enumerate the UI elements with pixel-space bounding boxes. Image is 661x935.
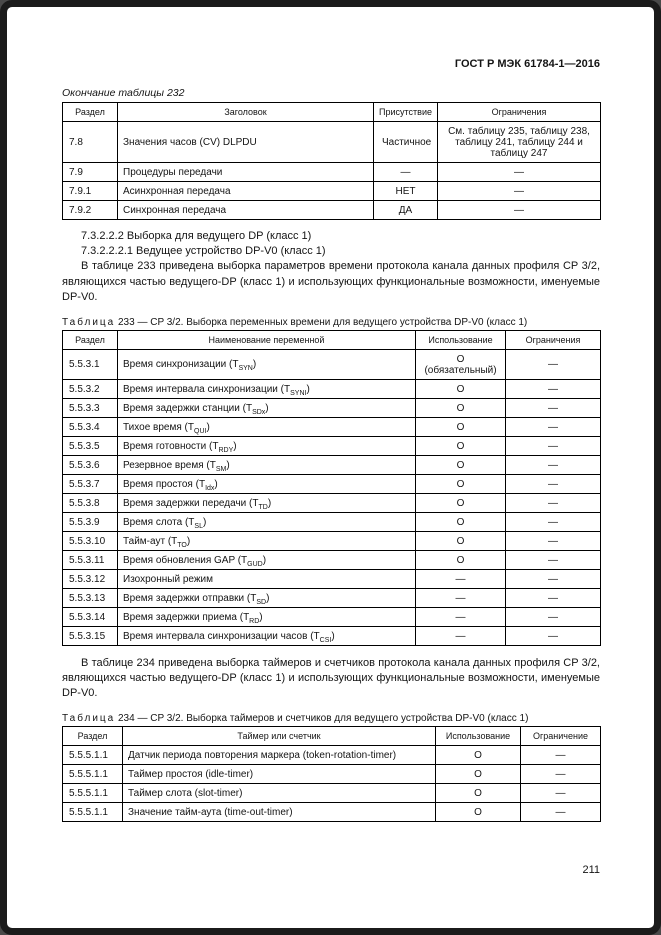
table-row [63, 493, 601, 512]
usage-cell: О (обязательный) [416, 349, 506, 379]
restrictions-cell: — [506, 474, 601, 493]
usage-cell: О [416, 493, 506, 512]
section-cell: 7.8 [63, 122, 118, 163]
section-cell: 5.5.3.14 [63, 607, 118, 626]
restrictions-cell: — [506, 607, 601, 626]
variable-cell: Время интервала синхронизации часов $(T_{CSI})$ [118, 626, 416, 645]
restrictions-cell: — [506, 512, 601, 531]
standard-number: ГОСТ Р МЭК 61784-1—2016 [454, 58, 600, 70]
table-row [63, 550, 601, 569]
subscript: SDx [252, 408, 266, 416]
restrictions-cell: — [506, 398, 601, 417]
restrictions-cell: — [521, 765, 601, 784]
timer-cell: Датчик периода повторения маркера (token-rotation-timer) [123, 746, 436, 765]
restrictions-cell: — [506, 626, 601, 645]
table-row [63, 163, 601, 182]
variable-cell: Тайм-аут $(T_{TO})$ [118, 531, 416, 550]
table-row [63, 746, 601, 765]
variable-cell: Время задержки приема $(T_{RD})$ [118, 607, 416, 626]
document-page [7, 7, 654, 928]
table-233-caption [62, 317, 600, 328]
table-header-row [63, 330, 601, 349]
usage-cell: О [416, 379, 506, 398]
restrictions-cell: — [521, 784, 601, 803]
section-cell: 5.5.3.6 [63, 455, 118, 474]
section-cell: 5.5.5.1.1 [63, 803, 123, 822]
section-cell: 5.5.3.5 [63, 436, 118, 455]
section-cell: 5.5.3.2 [63, 379, 118, 398]
body-paragraph: В таблице 234 приведена выборка таймеров и счетчиков протокола канала данных профиля CP 3/2, являющихся частью ведущего-DP (класс 1) и использующих функциональные возможности, именуемые DP-V0. [62, 656, 600, 700]
variable-cell: Изохронный режим [118, 569, 416, 588]
timer-cell: Таймер слота (slot-timer) [123, 784, 436, 803]
table-232 [62, 102, 601, 220]
caption-text: — CP 3/2. Выборка переменных времени для ведущего устройства DP-V0 (класс 1) [137, 316, 528, 328]
table-header-row [63, 103, 601, 122]
restrictions-cell: См. таблицу 235, таблицу 238, таблицу 241, таблицу 244 и таблицу 247 [438, 122, 601, 163]
table-row [63, 455, 601, 474]
restrictions-cell: — [506, 493, 601, 512]
column-header-restrictions: Ограничения [438, 103, 601, 122]
section-cell: 5.5.5.1.1 [63, 746, 123, 765]
variable-cell: Время синхронизации $(T_{SYN})$ [118, 349, 416, 379]
title-cell: Асинхронная передача [118, 182, 374, 201]
variable-cell: Время интервала синхронизации $(T_{SYNI})$ [118, 379, 416, 398]
table-row [63, 474, 601, 493]
table-row [63, 803, 601, 822]
variable-cell: Резервное время $(T_{SM})$ [118, 455, 416, 474]
section-cell: 5.5.3.13 [63, 588, 118, 607]
title-cell: Процедуры передачи [118, 163, 374, 182]
column-header-title: Заголовок [118, 103, 374, 122]
title-cell: Значения часов (CV) DLPDU [118, 122, 374, 163]
column-header-section: Раздел [63, 727, 123, 746]
table-row [63, 417, 601, 436]
table-row [63, 765, 601, 784]
section-cell: 5.5.3.12 [63, 569, 118, 588]
usage-cell: О [416, 417, 506, 436]
caption-number: 233 [118, 316, 135, 328]
usage-cell: О [416, 455, 506, 474]
column-header-usage: Использование [436, 727, 521, 746]
column-header-timer: Таймер или счетчик [123, 727, 436, 746]
variable-cell: Время простоя $(T_{Idx})$ [118, 474, 416, 493]
timer-cell: Таймер простоя (idle-timer) [123, 765, 436, 784]
restrictions-cell: — [506, 569, 601, 588]
timer-cell: Значение тайм-аута (time-out-timer) [123, 803, 436, 822]
restrictions-cell: — [506, 436, 601, 455]
table-row [63, 379, 601, 398]
variable-cell: Время задержки отправки $(T_{SD})$ [118, 588, 416, 607]
restrictions-cell: — [506, 417, 601, 436]
presence-cell: Частичное [374, 122, 438, 163]
restrictions-cell: — [521, 803, 601, 822]
restrictions-cell: — [438, 201, 601, 220]
restrictions-cell: — [506, 588, 601, 607]
usage-cell: — [416, 569, 506, 588]
restrictions-cell: — [521, 746, 601, 765]
usage-cell: О [436, 746, 521, 765]
table-continuation-note: Окончание таблицы 232 [62, 87, 185, 99]
subscript: SD [256, 598, 267, 606]
caption-word: Таблица [62, 316, 116, 328]
subscript: SYN [238, 365, 253, 373]
table-row [63, 512, 601, 531]
subscript: RD [249, 617, 260, 625]
column-header-presence: Присутствие [374, 103, 438, 122]
usage-cell: О [436, 765, 521, 784]
table-row [63, 398, 601, 417]
column-header-restriction: Ограничение [521, 727, 601, 746]
section-cell: 5.5.5.1.1 [63, 784, 123, 803]
subscript: SM [215, 465, 227, 473]
table-row [63, 569, 601, 588]
column-header-section: Раздел [63, 103, 118, 122]
variable-cell: Время задержки передачи $(T_{TD})$ [118, 493, 416, 512]
table-row [63, 122, 601, 163]
subscript: TO [177, 541, 187, 549]
usage-cell: О [416, 436, 506, 455]
usage-cell: О [416, 531, 506, 550]
usage-cell: — [416, 588, 506, 607]
table-row [63, 349, 601, 379]
table-row [63, 436, 601, 455]
table-234 [62, 726, 601, 822]
title-cell: Синхронная передача [118, 201, 374, 220]
page-number: 211 [582, 864, 600, 876]
presence-cell: ДА [374, 201, 438, 220]
variable-cell: Время обновления GAP $(T_{GUD})$ [118, 550, 416, 569]
section-heading: 7.3.2.2.2 Выборка для ведущего DP (класс 1) [81, 230, 312, 242]
usage-cell: О [416, 474, 506, 493]
usage-cell: О [416, 550, 506, 569]
body-paragraph: В таблице 233 приведена выборка параметров времени протокола канала данных профиля CP 3/2, являющихся частью ведущего-DP (класс 1) и использующих функциональные возможности, именуемые DP-V0. [62, 260, 600, 303]
section-cell: 7.9.2 [63, 201, 118, 220]
subscript: GUD [247, 560, 263, 568]
usage-cell: О [416, 512, 506, 531]
table-234-caption [62, 713, 600, 724]
presence-cell: — [374, 163, 438, 182]
column-header-variable: Наименование переменной [118, 330, 416, 349]
column-header-section: Раздел [63, 330, 118, 349]
column-header-usage: Использование [416, 330, 506, 349]
section-cell: 5.5.3.9 [63, 512, 118, 531]
restrictions-cell: — [506, 531, 601, 550]
restrictions-cell: — [438, 163, 601, 182]
caption-text: — CP 3/2. Выборка таймеров и счетчиков для ведущего устройства DP-V0 (класс 1) [137, 713, 529, 725]
variable-cell: Время задержки станции $(T_{SDx})$ [118, 398, 416, 417]
restrictions-cell: — [506, 349, 601, 379]
section-cell: 7.9.1 [63, 182, 118, 201]
table-row [63, 626, 601, 645]
caption-number: 234 [118, 713, 135, 725]
subscript: SL [194, 522, 203, 530]
presence-cell: НЕТ [374, 182, 438, 201]
subscript: CSI [319, 636, 332, 644]
section-cell: 5.5.3.7 [63, 474, 118, 493]
section-cell: 7.9 [63, 163, 118, 182]
usage-cell: О [436, 803, 521, 822]
table-row [63, 607, 601, 626]
section-cell: 5.5.3.15 [63, 626, 118, 645]
restrictions-cell: — [506, 379, 601, 398]
subscript: TD [258, 503, 268, 511]
table-row [63, 201, 601, 220]
usage-cell: О [436, 784, 521, 803]
restrictions-cell: — [506, 455, 601, 474]
subscript: RDY [218, 446, 234, 454]
variable-cell: Время слота $(T_{SL})$ [118, 512, 416, 531]
table-row [63, 588, 601, 607]
table-row [63, 531, 601, 550]
table-row [63, 182, 601, 201]
usage-cell: — [416, 607, 506, 626]
usage-cell: — [416, 626, 506, 645]
section-cell: 5.5.3.8 [63, 493, 118, 512]
table-header-row [63, 727, 601, 746]
caption-word: Таблица [62, 713, 116, 725]
variable-cell: Тихое время $(T_{QUI})$ [118, 417, 416, 436]
section-heading: 7.3.2.2.2.1 Ведущее устройство DP-V0 (класс 1) [81, 245, 326, 258]
column-header-restrictions: Ограничения [506, 330, 601, 349]
subscript: Idx [205, 484, 215, 492]
variable-cell: Время готовности $(T_{RDY})$ [118, 436, 416, 455]
subscript: SYNI [290, 389, 307, 397]
table-233 [62, 330, 601, 646]
section-cell: 5.5.3.1 [63, 349, 118, 379]
section-cell: 5.5.3.4 [63, 417, 118, 436]
section-cell: 5.5.5.1.1 [63, 765, 123, 784]
usage-cell: О [416, 398, 506, 417]
section-cell: 5.5.3.11 [63, 550, 118, 569]
restrictions-cell: — [506, 550, 601, 569]
subscript: QUI [194, 427, 207, 435]
table-row [63, 784, 601, 803]
section-cell: 5.5.3.10 [63, 531, 118, 550]
section-cell: 5.5.3.3 [63, 398, 118, 417]
restrictions-cell: — [438, 182, 601, 201]
